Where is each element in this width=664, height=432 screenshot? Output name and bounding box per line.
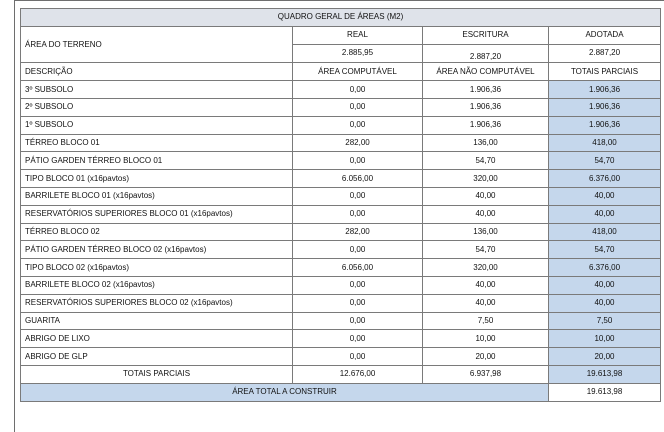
row-description: ABRIGO DE GLP xyxy=(21,348,293,366)
row-description: TIPO BLOCO 01 (x16pavtos) xyxy=(21,170,293,188)
column-header-totais: TOTAIS PARCIAIS xyxy=(549,63,661,81)
row-area-computavel: 282,00 xyxy=(293,134,423,152)
row-area-nao-computavel: 136,00 xyxy=(423,223,549,241)
terreno-value-real: 2.885,95 xyxy=(293,44,423,63)
row-total-parcial: 10,00 xyxy=(549,330,661,348)
row-area-nao-computavel: 20,00 xyxy=(423,348,549,366)
totals-parciais: 19.613,98 xyxy=(549,365,661,383)
table-row xyxy=(21,312,661,330)
row-total-parcial: 40,00 xyxy=(549,205,661,223)
table-row xyxy=(21,81,661,99)
table-row xyxy=(21,259,661,277)
row-total-parcial: 40,00 xyxy=(549,276,661,294)
terreno-value-adotada: 2.887,20 xyxy=(549,44,661,63)
table-row xyxy=(21,116,661,134)
row-description: PÁTIO GARDEN TÉRREO BLOCO 01 xyxy=(21,152,293,170)
row-description: PÁTIO GARDEN TÉRREO BLOCO 02 (x16pavtos) xyxy=(21,241,293,259)
table-row xyxy=(21,134,661,152)
row-area-nao-computavel: 7,50 xyxy=(423,312,549,330)
row-area-computavel: 0,00 xyxy=(293,81,423,99)
row-total-parcial: 54,70 xyxy=(549,152,661,170)
final-row xyxy=(21,383,661,401)
row-area-computavel: 0,00 xyxy=(293,294,423,312)
row-area-nao-computavel: 1.906,36 xyxy=(423,98,549,116)
row-description: TIPO BLOCO 02 (x16pavtos) xyxy=(21,259,293,277)
area-table-sheet xyxy=(20,8,660,402)
row-area-computavel: 0,00 xyxy=(293,187,423,205)
terreno-header-real: REAL xyxy=(293,26,423,44)
row-area-computavel: 0,00 xyxy=(293,116,423,134)
row-area-computavel: 0,00 xyxy=(293,348,423,366)
row-area-nao-computavel: 54,70 xyxy=(423,241,549,259)
row-area-nao-computavel: 10,00 xyxy=(423,330,549,348)
table-row xyxy=(21,276,661,294)
row-total-parcial: 418,00 xyxy=(549,134,661,152)
row-description: GUARITA xyxy=(21,312,293,330)
row-area-computavel: 6.056,00 xyxy=(293,170,423,188)
row-area-nao-computavel: 320,00 xyxy=(423,170,549,188)
row-total-parcial: 7,50 xyxy=(549,312,661,330)
title-row xyxy=(21,9,661,27)
table-row xyxy=(21,241,661,259)
row-description: ABRIGO DE LIXO xyxy=(21,330,293,348)
row-area-nao-computavel: 136,00 xyxy=(423,134,549,152)
table-row xyxy=(21,98,661,116)
totals-nao-computavel: 6.937,98 xyxy=(423,365,549,383)
row-description: 3º SUBSOLO xyxy=(21,81,293,99)
frame-line-left xyxy=(14,0,15,432)
final-value: 19.613,98 xyxy=(549,383,661,401)
row-description: RESERVATÓRIOS SUPERIORES BLOCO 01 (x16pavtos) xyxy=(21,205,293,223)
column-header-row xyxy=(21,63,661,81)
row-area-nao-computavel: 320,00 xyxy=(423,259,549,277)
row-area-computavel: 0,00 xyxy=(293,330,423,348)
row-area-nao-computavel: 1.906,36 xyxy=(423,116,549,134)
table-row xyxy=(21,223,661,241)
row-area-nao-computavel: 40,00 xyxy=(423,294,549,312)
terreno-value-escritura: 2.887,20 xyxy=(423,44,549,63)
row-description: TÉRREO BLOCO 01 xyxy=(21,134,293,152)
column-header-computavel: ÁREA COMPUTÁVEL xyxy=(293,63,423,81)
row-area-computavel: 282,00 xyxy=(293,223,423,241)
row-total-parcial: 20,00 xyxy=(549,348,661,366)
final-label: ÁREA TOTAL A CONSTRUIR xyxy=(21,383,549,401)
row-area-nao-computavel: 40,00 xyxy=(423,205,549,223)
column-header-descricao: DESCRIÇÃO xyxy=(21,63,293,81)
table-title: QUADRO GERAL DE ÁREAS (M2) xyxy=(21,9,661,27)
row-area-nao-computavel: 40,00 xyxy=(423,187,549,205)
area-table xyxy=(20,8,661,402)
row-total-parcial: 40,00 xyxy=(549,187,661,205)
terreno-header-escritura: ESCRITURA xyxy=(423,26,549,44)
table-row xyxy=(21,152,661,170)
row-area-nao-computavel: 54,70 xyxy=(423,152,549,170)
table-row xyxy=(21,294,661,312)
row-area-nao-computavel: 40,00 xyxy=(423,276,549,294)
row-area-computavel: 0,00 xyxy=(293,152,423,170)
terreno-header-row xyxy=(21,26,661,44)
row-description: TÉRREO BLOCO 02 xyxy=(21,223,293,241)
row-total-parcial: 1.906,36 xyxy=(549,98,661,116)
row-total-parcial: 40,00 xyxy=(549,294,661,312)
row-total-parcial: 1.906,36 xyxy=(549,81,661,99)
row-description: 1º SUBSOLO xyxy=(21,116,293,134)
table-row xyxy=(21,330,661,348)
row-total-parcial: 1.906,36 xyxy=(549,116,661,134)
row-description: BARRILETE BLOCO 02 (x16pavtos) xyxy=(21,276,293,294)
row-area-computavel: 0,00 xyxy=(293,98,423,116)
table-row xyxy=(21,170,661,188)
row-total-parcial: 418,00 xyxy=(549,223,661,241)
row-area-computavel: 0,00 xyxy=(293,205,423,223)
terreno-header-adotada: ADOTADA xyxy=(549,26,661,44)
row-total-parcial: 6.376,00 xyxy=(549,170,661,188)
row-area-computavel: 0,00 xyxy=(293,312,423,330)
row-total-parcial: 6.376,00 xyxy=(549,259,661,277)
row-area-computavel: 0,00 xyxy=(293,241,423,259)
row-description: RESERVATÓRIOS SUPERIORES BLOCO 02 (x16pavtos) xyxy=(21,294,293,312)
frame-line-top xyxy=(14,0,664,1)
table-row xyxy=(21,187,661,205)
totals-label: TOTAIS PARCIAIS xyxy=(21,365,293,383)
terreno-label: ÁREA DO TERRENO xyxy=(21,26,293,63)
row-area-nao-computavel: 1.906,36 xyxy=(423,81,549,99)
row-area-computavel: 6.056,00 xyxy=(293,259,423,277)
row-total-parcial: 54,70 xyxy=(549,241,661,259)
table-row xyxy=(21,205,661,223)
table-row xyxy=(21,348,661,366)
column-header-nao-computavel: ÁREA NÃO COMPUTÁVEL xyxy=(423,63,549,81)
row-description: 2º SUBSOLO xyxy=(21,98,293,116)
totals-computavel: 12.676,00 xyxy=(293,365,423,383)
row-area-computavel: 0,00 xyxy=(293,276,423,294)
totals-row xyxy=(21,365,661,383)
row-description: BARRILETE BLOCO 01 (x16pavtos) xyxy=(21,187,293,205)
